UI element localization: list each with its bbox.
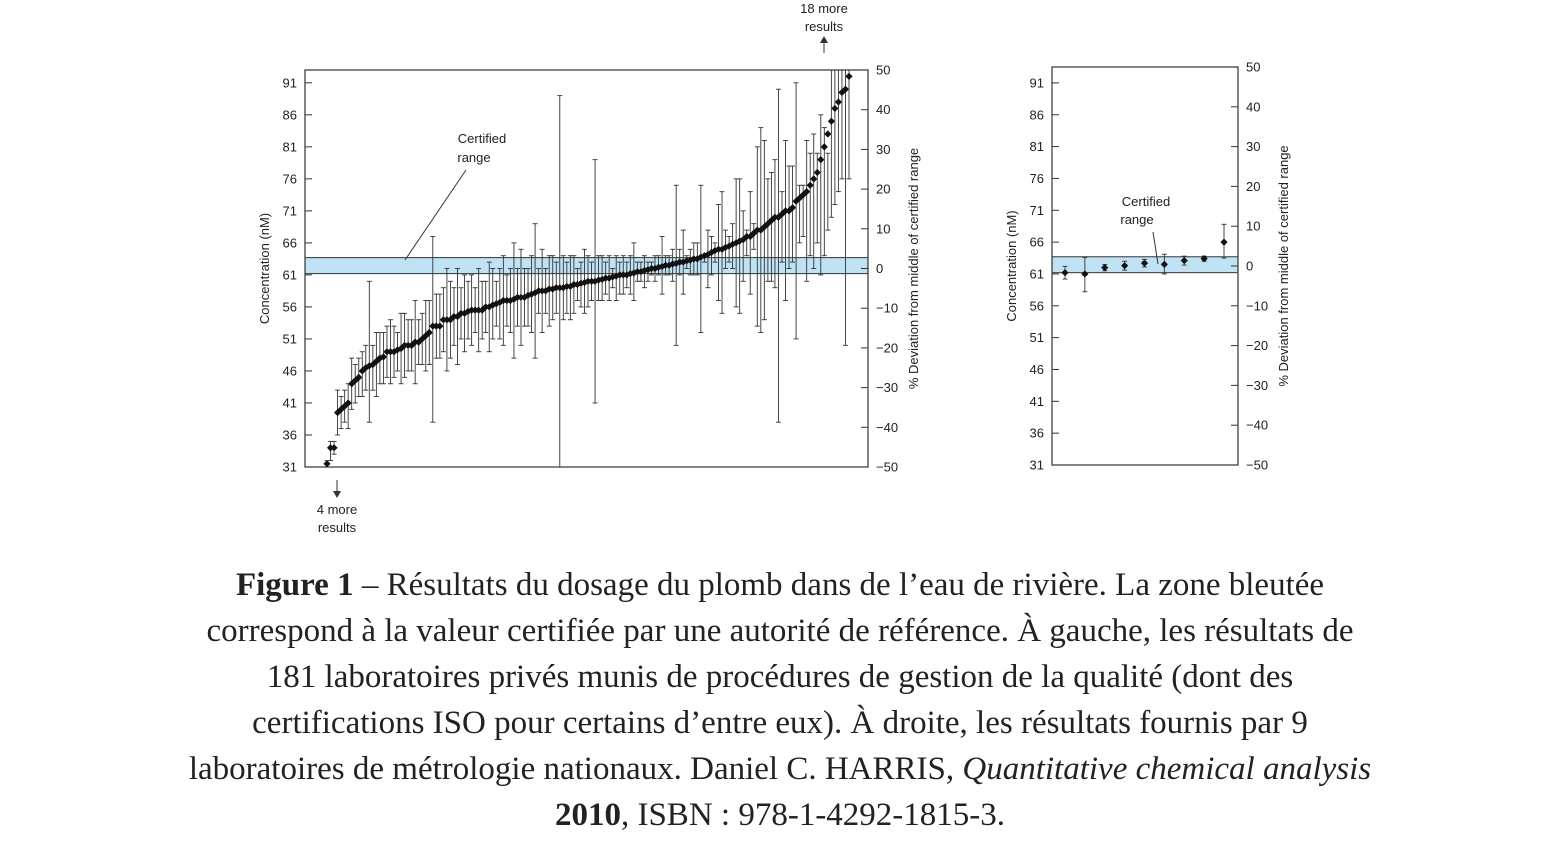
caption-line-5: laboratoires de métrologie nationaux. Daniel C. HARRIS, <box>188 751 963 787</box>
caption-isbn: , ISBN : 978-1-4292-1815-3. <box>620 797 1006 833</box>
right-y2tick-label: 0 <box>1246 258 1254 274</box>
left-ytick-label: 76 <box>282 171 297 187</box>
left-y2tick-label: −30 <box>876 380 899 396</box>
left-certified-label-1: Certified <box>457 131 507 146</box>
left-ytick-label: 71 <box>282 203 297 219</box>
left-y2tick-label: 10 <box>876 221 891 237</box>
right-y2tick-label: 50 <box>1246 59 1261 75</box>
caption-label: Figure 1 <box>235 567 354 603</box>
right-y2tick-label: −20 <box>1246 338 1269 354</box>
left-ytick-label: 41 <box>282 395 297 411</box>
annotation-top-line-2: results <box>804 19 844 34</box>
right-certified-label-2: range <box>1120 212 1154 227</box>
right-ytick-label: 41 <box>1029 393 1044 409</box>
right-ytick-label: 61 <box>1029 266 1044 282</box>
left-ytick-label: 31 <box>282 459 297 475</box>
right-y2tick-label: 20 <box>1246 178 1261 194</box>
left-data-point <box>810 175 817 182</box>
caption-year: 2010 <box>554 797 621 833</box>
right-ytick-label: 46 <box>1029 361 1044 377</box>
left-data-point <box>824 130 831 137</box>
annotation-bottom-arrowhead <box>333 491 341 498</box>
annotation-bottom-line-2: results <box>317 520 357 535</box>
right-ytick-label: 86 <box>1029 107 1044 123</box>
left-y2label: % Deviation from middle of certified range <box>906 147 921 390</box>
left-y2tick-label: −50 <box>876 459 899 475</box>
left-data-point <box>323 460 330 467</box>
right-y2tick-label: 10 <box>1246 218 1261 234</box>
right-y2label: % Deviation from middle of certified range <box>1276 145 1291 387</box>
left-y2tick-label: 20 <box>876 181 891 197</box>
right-y2tick-label: −40 <box>1246 417 1269 433</box>
caption-line-1: – Résultats du dosage du plomb dans de l’eau de rivière. La zone bleutée <box>353 567 1325 603</box>
right-ytick-label: 51 <box>1029 330 1044 346</box>
caption-line-2: correspond à la valeur certifiée par une autorité de référence. À gauche, les résultats de <box>206 613 1354 649</box>
left-ytick-label: 46 <box>282 363 297 379</box>
left-certified-band <box>305 258 868 274</box>
left-ytick-label: 91 <box>282 75 297 91</box>
right-certified-label-1: Certified <box>1121 194 1171 209</box>
right-ytick-label: 91 <box>1029 75 1044 91</box>
right-y2tick-label: −30 <box>1246 377 1269 393</box>
left-ytick-label: 56 <box>282 299 297 315</box>
left-data-point <box>807 182 814 189</box>
left-y2tick-label: −40 <box>876 419 899 435</box>
right-y2tick-label: 40 <box>1246 99 1261 115</box>
right-ytick-label: 56 <box>1029 298 1044 314</box>
right-ytick-label: 81 <box>1029 139 1044 155</box>
left-data-point <box>828 118 835 125</box>
left-y2tick-label: 50 <box>876 62 891 78</box>
left-data-point <box>831 105 838 112</box>
left-data-point <box>821 143 828 150</box>
right-y2tick-label: 30 <box>1246 139 1261 155</box>
left-data-point <box>814 169 821 176</box>
figure-caption <box>40 562 1520 838</box>
left-ytick-label: 61 <box>282 267 297 283</box>
left-ylabel: Concentration (nM) <box>257 212 272 325</box>
left-certified-label-2: range <box>457 150 491 165</box>
left-y2tick-label: 40 <box>876 102 891 118</box>
left-ytick-label: 86 <box>282 107 297 123</box>
left-y2tick-label: 30 <box>876 141 891 157</box>
left-ytick-label: 51 <box>282 331 297 347</box>
right-ytick-label: 76 <box>1029 170 1044 186</box>
left-ytick-label: 36 <box>282 427 297 443</box>
annotation-top-line-1: 18 more <box>800 1 848 16</box>
left-y2tick-label: 0 <box>876 261 884 276</box>
right-ytick-label: 71 <box>1029 202 1044 218</box>
left-y2tick-label: −10 <box>876 300 899 316</box>
annotation-top-arrowhead <box>820 36 828 43</box>
left-ytick-label: 81 <box>282 139 297 155</box>
right-y2tick-label: −10 <box>1246 298 1269 314</box>
left-data-point <box>835 98 842 105</box>
left-certified-leader <box>405 170 466 260</box>
caption-line-4: certifications ISO pour certains d’entre eux). À droite, les résultats fournis par 9 <box>252 705 1308 741</box>
caption-line-3: 181 laboratoires privés munis de procédures de gestion de la qualité (dont des <box>266 659 1294 695</box>
left-ytick-label: 66 <box>282 235 297 251</box>
right-ylabel: Concentration (nM) <box>1004 210 1019 322</box>
left-data-point <box>817 156 824 163</box>
left-y2tick-label: −20 <box>876 340 899 356</box>
right-data-point <box>1220 239 1227 246</box>
right-y2tick-label: −50 <box>1246 457 1269 473</box>
right-ytick-label: 36 <box>1029 425 1044 441</box>
caption-book-title: Quantitative chemical analysis <box>962 751 1372 787</box>
right-ytick-label: 31 <box>1029 457 1044 473</box>
left-data-point <box>845 73 852 80</box>
annotation-bottom-line-1: 4 more <box>316 502 358 517</box>
right-ytick-label: 66 <box>1029 234 1044 250</box>
